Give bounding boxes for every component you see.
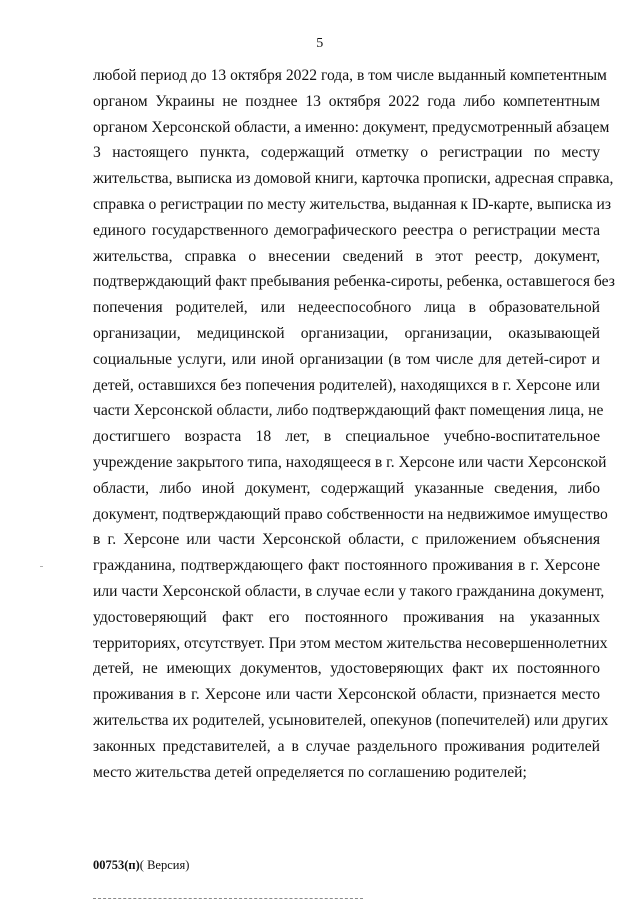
bottom-divider	[93, 898, 363, 899]
text-line: достигшего возраста 18 лет, в специальное учебно-воспитательное	[93, 428, 600, 446]
text-line: гражданина, подтверждающего факт постоянного проживания в г. Херсоне	[93, 557, 600, 575]
text-line: в г. Херсоне или части Херсонской области, с приложением объяснения	[93, 531, 600, 549]
text-line: законных представителей, а в случае раздельного проживания родителей	[93, 737, 600, 755]
text-line: удостоверяющий факт его постоянного проживания на указанных	[93, 608, 600, 626]
text-line: или части Херсонской области, в случае если у такого гражданина документ,	[93, 582, 605, 600]
text-line: территориях, отсутствует. При этом местом жительства несовершеннолетних	[93, 634, 608, 652]
text-line: учреждение закрытого типа, находящееся в г. Херсоне или части Херсонской	[93, 453, 607, 471]
text-line: подтверждающий факт пребывания ребенка-сироты, ребенка, оставшегося без	[93, 273, 615, 291]
document-code	[93, 858, 189, 873]
document-code-number: 00753(п)	[93, 858, 140, 872]
text-line: организации, медицинской организации, организации, оказывающей	[93, 324, 600, 342]
text-line: документ, подтверждающий право собственности на недвижимое имущество	[93, 505, 608, 523]
text-line: справка о регистрации по месту жительства, выданная к ID-карте, выписка из	[93, 195, 612, 213]
text-line: органом Херсонской области, а именно: документ, предусмотренный абзацем	[93, 118, 610, 136]
text-line: 3 настоящего пункта, содержащий отметку о регистрации по месту	[93, 144, 600, 162]
text-line: любой период до 13 октября 2022 года, в том числе выданный компетентным	[93, 67, 607, 84]
text-line: проживания в г. Херсоне или части Херсонской области, признается место	[93, 686, 600, 704]
text-line: единого государственного демографического реестра о регистрации места	[93, 221, 600, 239]
text-line: попечения родителей, или недееспособного лица в образовательной	[93, 299, 600, 317]
document-version: ( Версия)	[139, 858, 190, 872]
text-line: жительства, справка о внесении сведений в этот реестр, документ,	[93, 247, 600, 265]
body-paragraph	[93, 63, 615, 785]
text-line: органом Украины не позднее 13 октября 2022 года либо компетентным	[93, 92, 600, 110]
text-line: детей, не имеющих документов, удостоверяющих факт их постоянного	[93, 660, 600, 678]
scan-mark	[40, 566, 43, 567]
page-number: 5	[316, 36, 324, 51]
text-line: части Херсонской области, либо подтверждающий факт помещения лица, не	[93, 402, 604, 420]
text-line: жительства их родителей, усыновителей, опекунов (попечителей) или других	[93, 711, 609, 729]
text-line: жительства, выписка из домовой книги, карточка прописки, адресная справка,	[93, 170, 614, 188]
text-line: социальные услуги, или иной организации (в том числе для детей-сирот и	[93, 350, 600, 368]
text-line: детей, оставшихся без попечения родителей), находящихся в г. Херсоне или	[93, 376, 600, 394]
text-line: области, либо иной документ, содержащий указанные сведения, либо	[93, 479, 600, 497]
text-line-last: место жительства детей определяется по соглашению родителей;	[93, 763, 527, 781]
